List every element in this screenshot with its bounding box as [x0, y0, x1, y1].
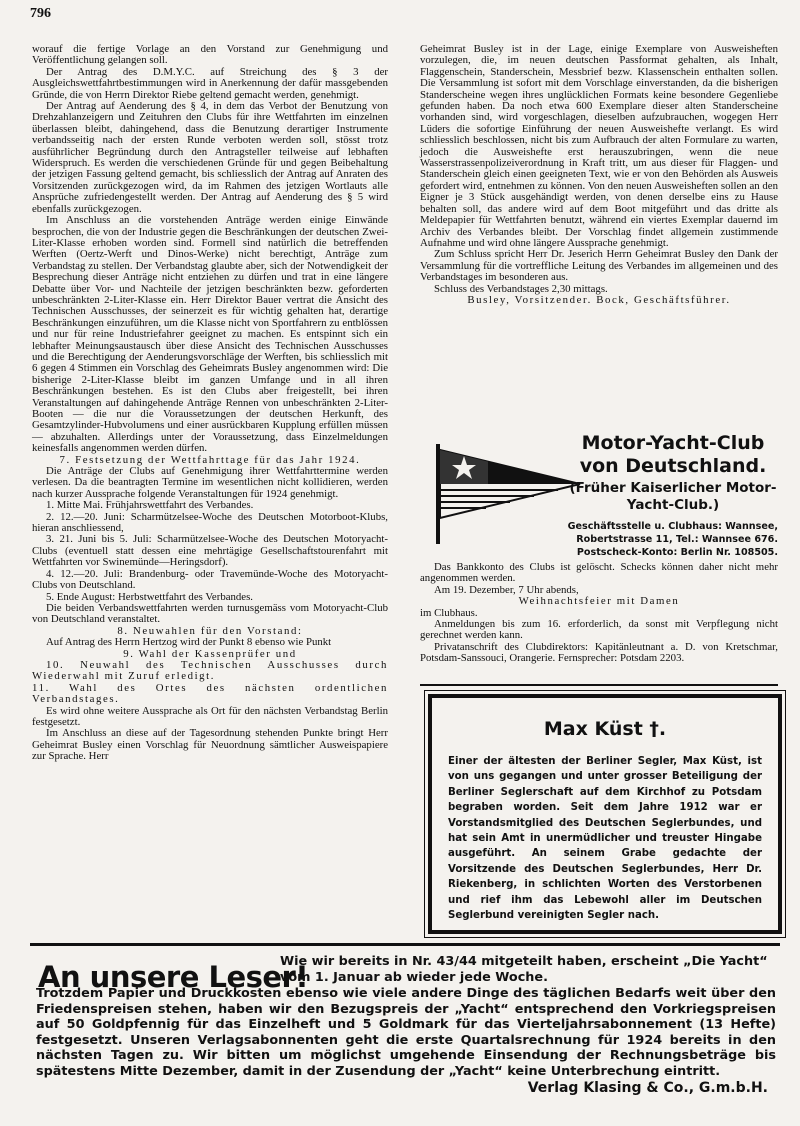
paragraph: Es wird ohne weitere Aussprache als Ort für den nächsten Verbandstag Berlin festgesetzt.	[32, 704, 388, 728]
notice-first-text: Wie wir bereits in Nr. 43/44 mitgeteilt haben, erscheint „Die Yacht“ vom 1. Januar ab wieder jede Woche.	[280, 954, 768, 985]
club-address	[552, 520, 778, 559]
paragraph: Auf Antrag des Herrn Hertzog wird der Punkt 8 ebenso wie Punkt	[46, 636, 332, 649]
publisher-signature: Verlag Klasing & Co., G.m.b.H.	[527, 1080, 768, 1096]
page-number: 796	[30, 6, 51, 21]
divider	[30, 943, 780, 946]
reader-notice	[34, 950, 778, 1110]
paragraph: 3. 21. Juni bis 5. Juli: Scharmützelsee-Woche des Deutschen Motoryacht-Clubs (eventuell statt dessen eine mehrtägige Gesellschaftstourenfahrt mit Wettfahrten vor Swinemünde—Heringsdorf).	[32, 533, 388, 569]
paragraph: 4. 12.—20. Juli: Brandenburg- oder Travemünde-Woche des Motoryacht-Clubs von Deutschland.	[32, 567, 388, 592]
club-announcement	[420, 430, 778, 560]
club-address-line: Geschäftsstelle u. Clubhaus: Wannsee,	[567, 521, 778, 532]
paragraph: Das Bankkonto des Clubs ist gelöscht. Schecks können daher nicht mehr angenommen werden.	[420, 561, 778, 585]
paragraph: 2. 12.—20. Juni: Scharmützelsee-Woche des Deutschen Motorboot-Klubs, hieran anschliessend,	[32, 510, 388, 535]
paragraph: 9. Wahl der Kassenprüfer und	[123, 647, 297, 660]
paragraph: 10. Neuwahl des Technischen Ausschusses durch Wiederwahl mit Zuruf erledigt.	[32, 658, 388, 683]
paragraph: Am 19. Dezember, 7 Uhr abends,	[434, 583, 579, 596]
paragraph: worauf die fertige Vorlage an den Vorstand zur Genehmigung und Veröffentlichung gelangen soll.	[32, 43, 388, 67]
club-title: Motor-Yacht-Club von Deutschland.	[579, 432, 767, 477]
divider	[420, 684, 778, 686]
notice-heading: An unsere Leser!	[38, 960, 309, 994]
paragraph: Der Antrag auf Aenderung des § 4, in dem das Verbot der Benutzung von Drehzahlanzeigern und Zeituhren den Clubs für ihre Wettfahrten im einzelnen überlassen bleibt, dahingehend, dass die Benutzung derartiger Instrumente verbandsseitig nach der ersten Runde verboten werden soll, stösst trotz ausführlicher Begründung durch den Antragsteller teilweise auf lebhaften Widerspruch. Es werden die verschiedenen Gründe für und gegen Beibehaltung der jetzigen Fassung geltend gemacht, bis schliesslich der Antrag auf Anraten des Vorsitzenden zurückgezogen wird, da im Rahmen des jetzigen Wortlauts alle Ansprüche zufriedengestellt werden. Der Antrag auf Aenderung des § 5 wird ebenfalls zurückgezogen.	[32, 100, 388, 215]
paragraph: Der Antrag des D.M.Y.C. auf Streichung des § 3 der Ausgleichswettfahrtbestimmungen wird in Anerkennung der dafür massgebenden Gründe, die von Herrn Direktor Riebe geltend gemacht werden, genehmigt.	[32, 65, 388, 101]
right-column-text	[420, 44, 778, 306]
club-postscheck: Postscheck-Konto: Berlin Nr. 108505.	[576, 547, 778, 558]
club-notices	[420, 562, 778, 665]
notice-body: Trotzdem Papier und Druckkosten ebenso wie viele andere Dinge des täglichen Bedarfs weit über den Friedenspreisen stehen, haben wir den Bezugspreis der „Yacht“ entsprechend den Vorkriegspreisen auf 50 Goldpfennig für das Einzelheft und 5 Goldmark für das Vierteljahrsabonnement (13 Hefte) festgesetzt. Unseren Verlagsabonnenten geht die erste Quartalsrechnung für 1924 bereits in den nächsten Tagen zu. Wir bitten um möglichst umgehende Einsendung der Rechnungsbeträge bis spätestens Mitte Dezember, damit in der Zusendung der „Yacht“ keine Unterbrechung eintritt.	[36, 986, 776, 1079]
obituary-text: Einer der ältesten der Berliner Segler, Max Küst, ist von uns gegangen und unter grosser Beteiligung der Berliner Seglerschaft auf dem Kirchhof zu Potsdam begraben worden. Seit dem Jahre 1912 war er Vorstandsmitglied des Deutschen Seglerbundes, und hat sein Amt in unermüdlicher und treuster Hingabe ausgeführt. An seinem Grabe gedachte der Vorsitzende des Deutschen Seglerbundes, Herr Dr. Riekenberg, in schlichten Worten des Verstorbenen und rief ihm das Lebewohl aller im Deutschen Seglerbund vereinigten Segler nach.	[448, 756, 762, 922]
paragraph: 1. Mitte Mai. Frühjahrswettfahrt des Verbandes.	[46, 499, 254, 512]
paragraph: 5. Ende August: Herbstwettfahrt des Verbandes.	[46, 590, 253, 603]
paragraph: Privatanschrift des Clubdirektors: Kapitänleutnant a. D. von Kretschmar, Potsdam-Sanssouci, Orangerie. Fernsprecher: Potsdam 2203.	[420, 640, 778, 665]
left-column-text	[32, 44, 388, 763]
paragraph: Schluss des Verbandstages 2,30 mittags.	[434, 282, 608, 295]
paragraph: Anmeldungen bis zum 16. erforderlich, da sonst mit Verpflegung nicht gerechnet werden kann.	[420, 618, 778, 642]
paragraph: Zum Schluss spricht Herr Dr. Jeserich Herrn Geheimrat Busley den Dank der Versammlung für die vortreffliche Leitung des Verbandes im allgemeinen und des Verbandstages im besonderen aus.	[420, 248, 778, 284]
club-address-line: Robertstrasse 11, Tel.: Wannsee 676.	[576, 534, 778, 545]
obituary-title: Max Küst †.	[543, 718, 667, 740]
paragraph: 8. Neuwahlen für den Vorstand:	[117, 624, 303, 637]
paragraph: 7. Festsetzung der Wettfahrttage für das Jahr 1924.	[59, 453, 361, 466]
paragraph: Die beiden Verbandswettfahrten werden turnusgemäss vom Motoryacht-Club von Deutschland veranstaltet.	[32, 601, 388, 626]
paragraph: Im Anschluss an die vorstehenden Anträge werden einige Einwände besprochen, die von der Industrie gegen die Beschränkungen der deutschen Zwei-Liter-Klasse erhoben worden sind. Formell sind natürlich die betreffenden Werften (Oertz-Werft und Dinos-Werke) nicht berechtigt, Anträge zum Verbandstag zu stellen. Der Verbandstag glaubte aber, sich der Notwendigkeit der Besprechung dieser Anträge nicht entziehen zu dürfen und trat in eine längere Debatte über Vor- und Nachteile der jetzigen beschränkten bezw. geforderten unbeschränkten 2-Liter-Klasse ein. Herr Direktor Bauer vertrat die Ansicht des Technischen Ausschusses, der seinerzeit es für wichtig gehalten hat, derartige Beschränkungen einzuführen, um die Klasse nicht von Sportfahrern zu entblössen und nur für reine Industriefahrer geeignet zu machen. Es entspinnt sich ein lebhafter Meinungsaustausch über diese Ansicht des Technischen Ausschusses und die Berechtigung der Aenderungsvorschläge der Werften, bis schliesslich mit 6 gegen 4 Stimmen ein Vorschlag des Geheimrats Busley angenommen wird: Die bisherige 2-Liter-Klasse bleibt im ganzen Umfange und in all ihren Beschränkungen bestehen. Es ist den Clubs aber freigestellt, bei ihren Veranstaltungen auf dahingehende Anträge Rennen von unbeschränkten 2-Liter-Booten — die nur die Voraussetzungen der deutschen Herkunft, des Gesamtzylinder-Hubvolumens und einer ausrückbaren Kupplung erfüllen müssen — abzuhalten. Allerdings unter der Voraussetzung, dass Einzelmeldungen keinesfalls angenommen werden dürfen.	[32, 214, 388, 455]
paragraph: 11. Wahl des Ortes des nächsten ordentlichen Verbandstages.	[32, 681, 388, 706]
paragraph: im Clubhaus.	[420, 606, 478, 619]
club-subtitle: (Früher Kaiserlicher Motor-Yacht-Club.)	[569, 480, 777, 513]
paragraph: Die Anträge der Clubs auf Genehmigung ihrer Wettfahrttermine werden verlesen. Da die beantragten Termine im wesentlichen nicht kollidieren, werden nach kurzer Aussprache folgende Veranstaltungen für 1924 genehmigt.	[32, 465, 388, 500]
paragraph: Geheimrat Busley ist in der Lage, einige Exemplare von Ausweisheften vorzulegen, die, im neuen deutschen Passformat gehalten, als Inhalt, Flaggenschein, Standerschein, Messbrief bezw. Klassenschein enthalten sollen. Die Versammlung ist sofort mit dem Vorschlage einverstanden, da die bisherigen Standerscheine wegen ihres unglücklichen Formats keine besondere Gegenliebe gefunden haben. Da noch etwa 600 Exemplare dieser alten Standerscheine vorhanden sind, wird vorgeschlagen, dieselben aufzubrauchen, wogegen Herr Lüders die sofortige Einführung der neuen Ausweishefte verlangt. Es wird schliesslich beschlossen, nicht bis zum Aufbrauch der alten Formulare zu warten, jedoch die Ausweishefte erst herauszubringen, wenn die neue Wasserstrassenpolizeiverordnung in Kraft tritt, um aus dieser für Flaggen- und Standerschein gleich einen geeigneten Text, wie er von den Behörden als Ausweis gefordert wird, entnehmen zu können. Von den neuen Ausweisheften sollen an den Eigner je 3 Stück ausgehändigt werden, von denen derselbe eins zu Hause behalten soll, das andere wird auf dem Boot mitgeführt und das dritte als Meldepapier für Wettfahrten benutzt, während ein viertes Exemplar dauernd im Archiv des Verbandes bleibt. Der Vorschlag findet allgemein zustimmende Aufnahme und wird ohne längere Aussprache genehmigt.	[420, 43, 778, 249]
obituary-box	[428, 694, 782, 934]
paragraph: Weihnachtsfeier mit Damen	[518, 595, 680, 608]
paragraph: Busley, Vorsitzender. Bock, Geschäftsführer.	[467, 293, 731, 306]
paragraph: Im Anschluss an diese auf der Tagesordnung stehenden Punkte bringt Herr Geheimrat Busley einen Vorschlag für Neuordnung sämtlicher Ausweispapiere zur Sprache. Herr	[32, 727, 388, 763]
